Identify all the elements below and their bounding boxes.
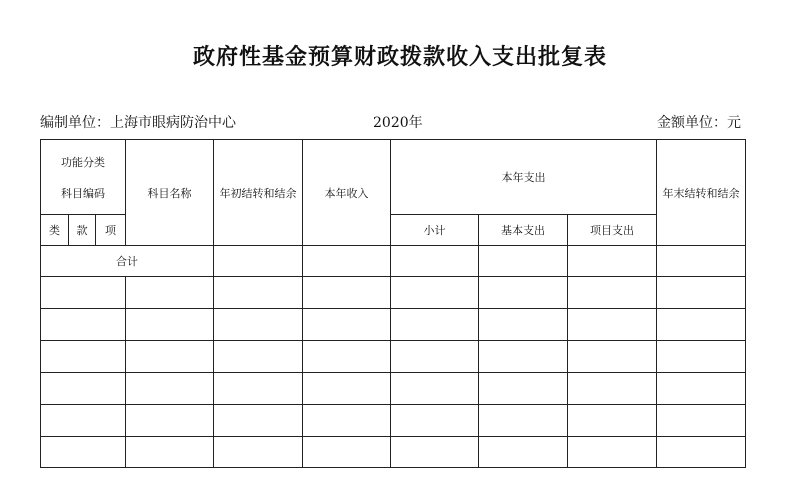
total-cell [568,246,657,277]
table-cell [126,373,214,405]
table-cell [479,277,568,309]
table-cell [479,341,568,373]
table-cell [568,277,657,309]
section-header: 款 [69,215,96,246]
table-cell [391,437,479,468]
total-cell [214,246,303,277]
table-cell [214,437,303,468]
table-cell [41,373,126,405]
total-cell [303,246,391,277]
table-cell [214,277,303,309]
total-label: 合计 [41,246,214,277]
table-cell [214,341,303,373]
basic-expenditure-header: 基本支出 [479,215,568,246]
table-cell [479,309,568,341]
table-cell [657,341,746,373]
item-header: 项 [96,215,126,246]
table-cell [391,341,479,373]
class-header: 类 [41,215,69,246]
total-cell [657,246,746,277]
budget-year: 2020年 [373,115,423,131]
table-cell [657,277,746,309]
table-cell [41,277,126,309]
table-cell [391,405,479,437]
table-cell [126,437,214,468]
table-cell [568,373,657,405]
document-title: 政府性基金预算财政拨款收入支出批复表 [192,45,607,70]
subject-code-label: 科目编码 [61,186,105,200]
total-cell [479,246,568,277]
table-cell [479,373,568,405]
table-cell [126,341,214,373]
table-cell [303,437,391,468]
carryover-end-header: 年末结转和结余 [657,140,746,246]
table-cell [303,405,391,437]
subtotal-header: 小计 [391,215,479,246]
table-row [41,405,746,437]
table-cell [657,373,746,405]
table-cell [568,405,657,437]
total-cell [391,246,479,277]
function-class-label: 功能分类 [61,155,105,169]
table-cell [657,309,746,341]
table-cell [479,437,568,468]
table-row [41,437,746,468]
table-cell [391,277,479,309]
function-class-cell [41,140,126,215]
table-cell [479,405,568,437]
table-cell [391,373,479,405]
table-cell [41,309,126,341]
table-cell [41,405,126,437]
currency-unit: 金额单位：元 [657,115,741,131]
table-cell [568,437,657,468]
table-row [41,341,746,373]
table-cell [303,309,391,341]
table-cell [303,373,391,405]
table-cell [303,277,391,309]
table-row [41,373,746,405]
table-cell [126,405,214,437]
table-cell [214,309,303,341]
table-cell [391,309,479,341]
table-cell [214,373,303,405]
table-cell [568,341,657,373]
table-cell [303,341,391,373]
table-row [41,309,746,341]
table-cell [657,405,746,437]
subject-name-header: 科目名称 [126,140,214,246]
header-row-1 [41,140,746,215]
table-cell [214,405,303,437]
compiling-unit: 编制单位：上海市眼病防治中心 [40,115,236,131]
table-row [41,277,746,309]
approval-table [40,139,746,468]
total-row [41,246,746,277]
table-cell [126,309,214,341]
expenditure-header: 本年支出 [391,140,657,215]
income-header: 本年收入 [303,140,391,246]
table-cell [41,341,126,373]
table-cell [657,437,746,468]
carryover-begin-header: 年初结转和结余 [214,140,303,246]
table-cell [568,309,657,341]
table-cell [41,437,126,468]
project-expenditure-header: 项目支出 [568,215,657,246]
table-cell [126,277,214,309]
